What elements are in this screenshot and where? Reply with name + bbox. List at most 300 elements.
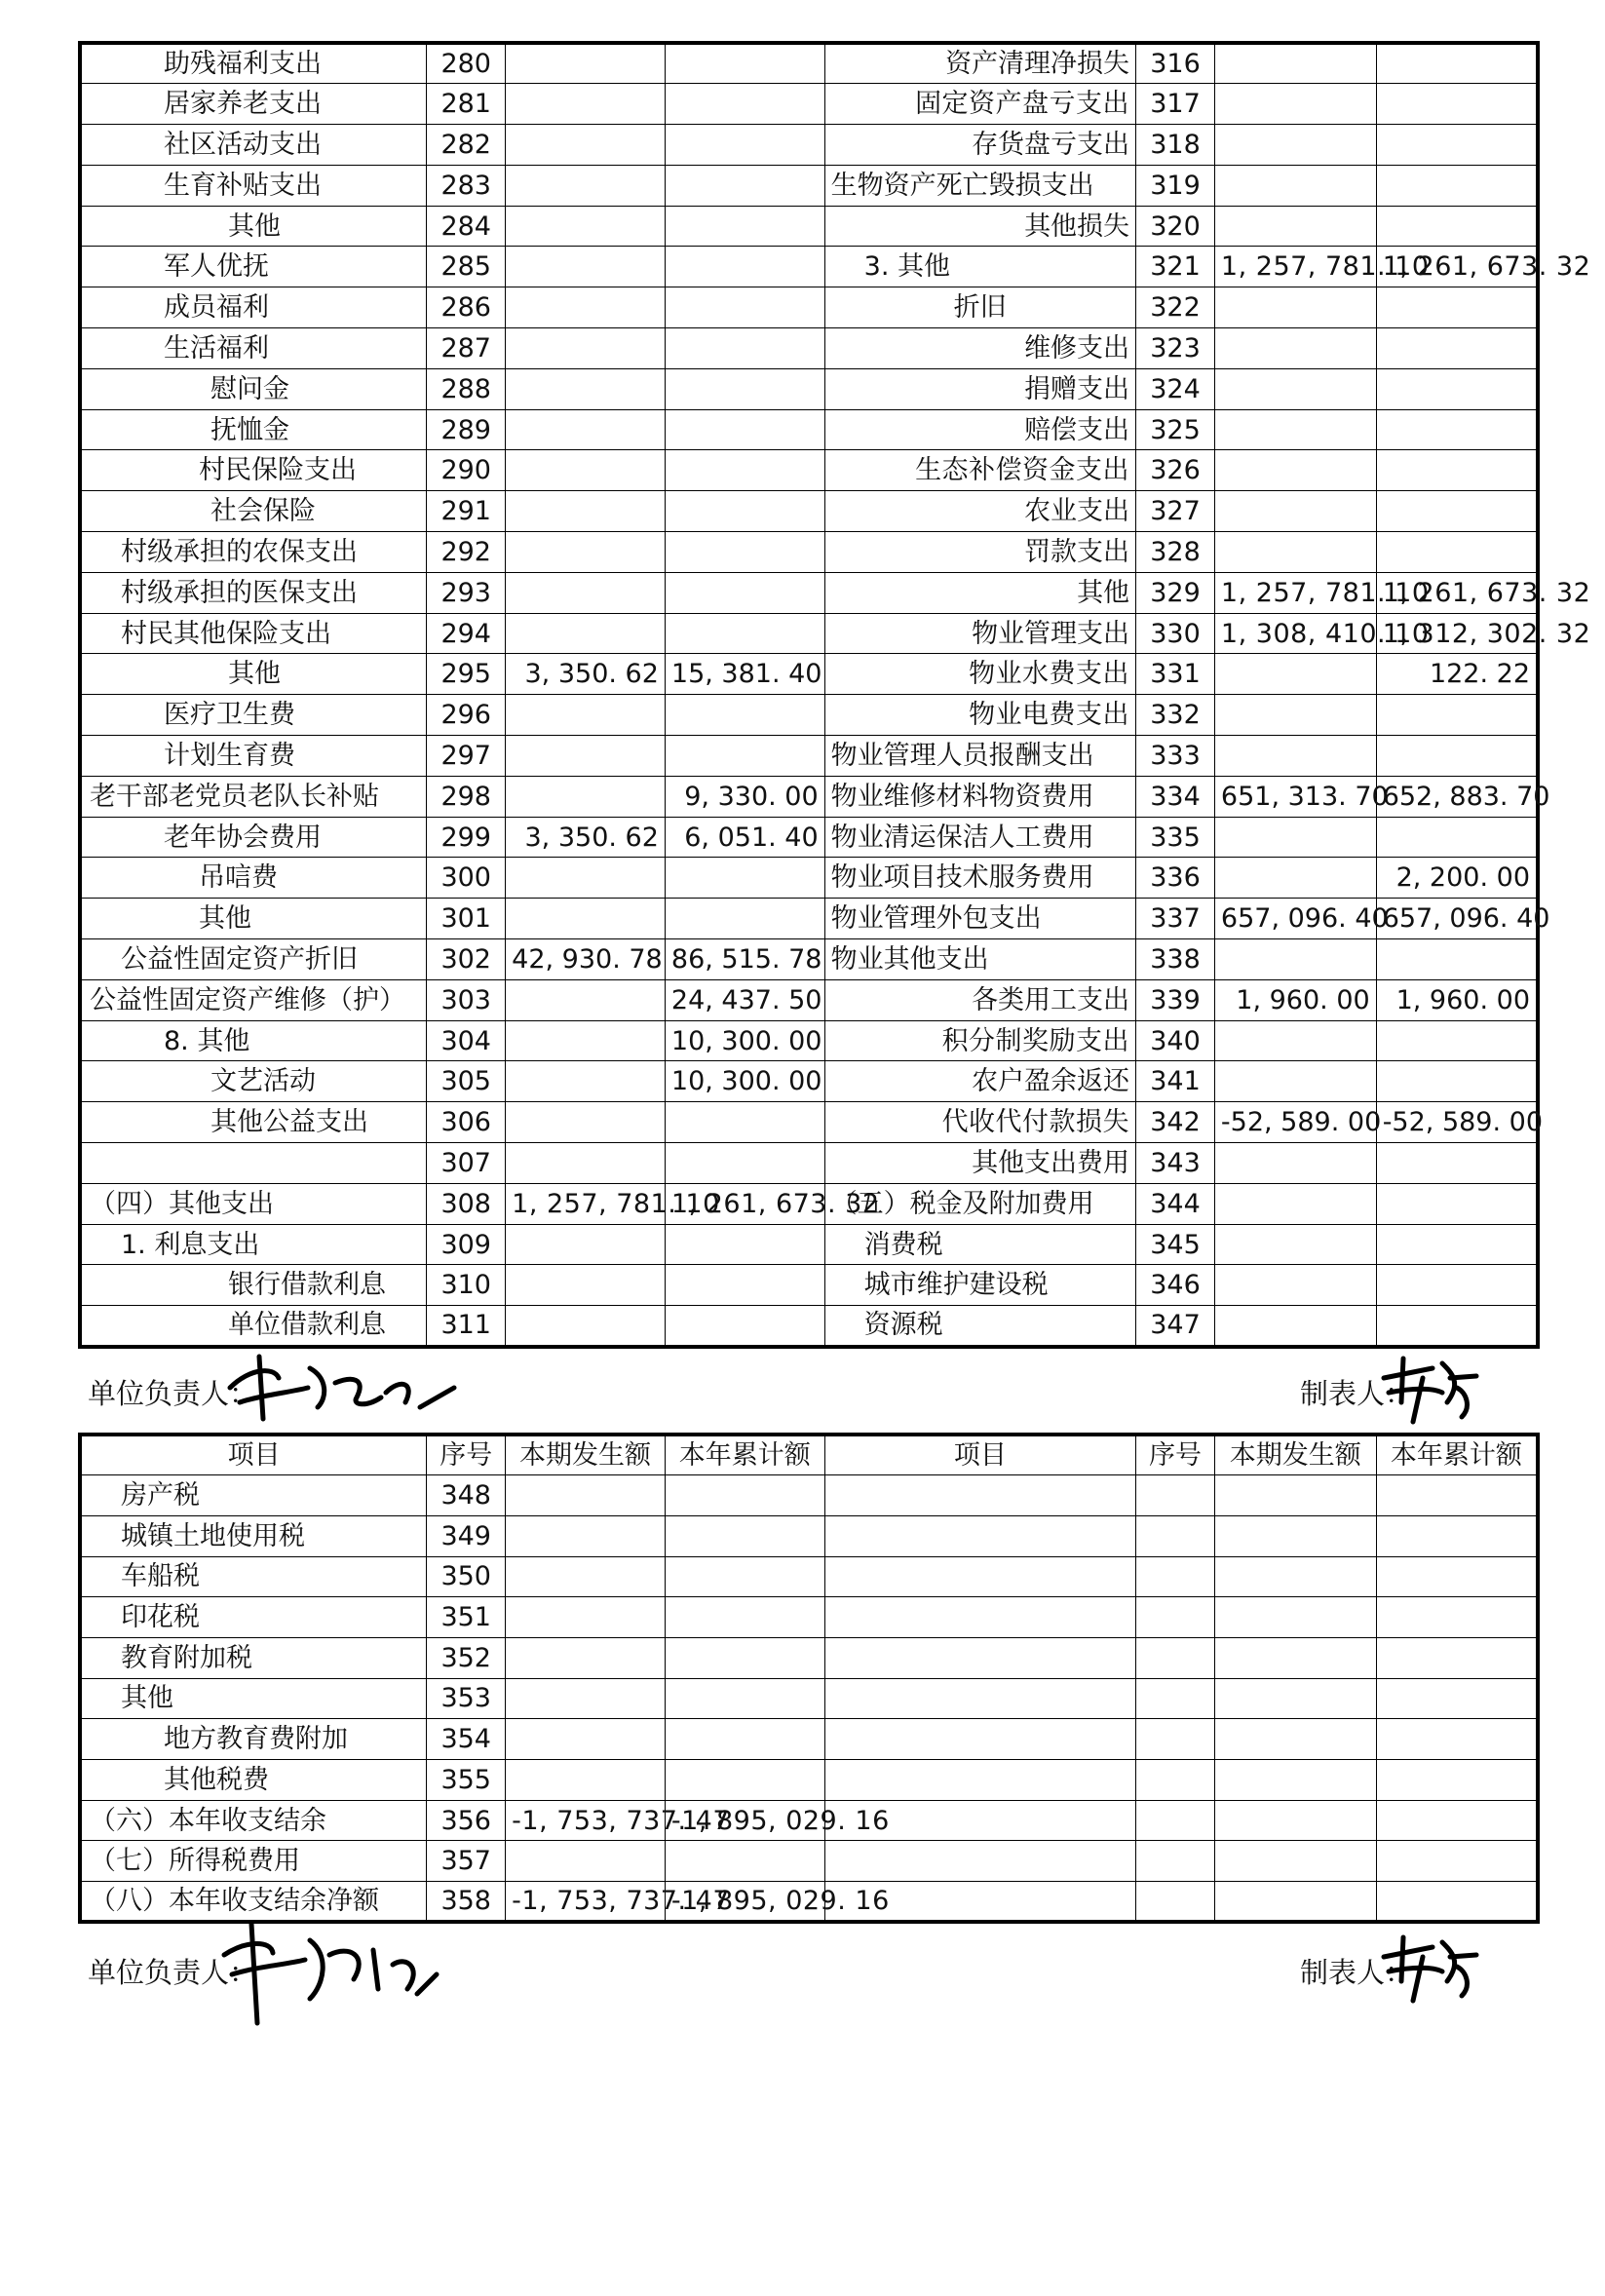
current-amount-right [1214,43,1376,84]
empty-cell [1214,1637,1376,1678]
item-name-right: 物业其他支出 [824,939,1135,980]
table-row [80,1678,1538,1719]
empty-cell [1376,1841,1538,1882]
table-row [80,165,1538,206]
ytd-amount-right: 1, 261, 673. 32 [1376,572,1538,613]
current-amount [506,368,666,409]
item-name-right: 各类用工支出 [824,979,1135,1020]
ytd-amount: 10, 300. 00 [665,1020,824,1061]
item-seq: 304 [427,1020,506,1061]
table-row [80,1841,1538,1882]
current-amount: 3, 350. 62 [506,654,666,695]
ytd-amount-right [1376,165,1538,206]
empty-cell [1136,1800,1215,1841]
table-row [80,1637,1538,1678]
item-seq-right: 330 [1136,613,1215,654]
item-name-right: 固定资产盘亏支出 [824,84,1135,125]
ytd-amount-right [1376,491,1538,532]
item-seq: 281 [427,84,506,125]
item-seq-right: 326 [1136,450,1215,491]
current-amount-right [1214,368,1376,409]
table-row [80,1306,1538,1347]
ytd-amount [665,1841,824,1882]
item-name: 助残福利支出 [80,43,427,84]
item-seq: 283 [427,165,506,206]
ytd-amount: 86, 515. 78 [665,939,824,980]
current-amount-right [1214,654,1376,695]
ytd-amount-right [1376,1306,1538,1347]
table-row [80,979,1538,1020]
empty-cell [824,1475,1135,1516]
header-current-right: 本期发生额 [1214,1435,1376,1475]
item-seq: 302 [427,939,506,980]
item-seq-right: 325 [1136,409,1215,450]
item-name: 村级承担的农保支出 [80,532,427,573]
table-row [80,125,1538,166]
header-ytd-right: 本年累计额 [1376,1435,1538,1475]
current-amount-right [1214,1265,1376,1306]
item-name: 房产税 [80,1475,427,1516]
item-name: （六）本年收支结余 [80,1800,427,1841]
item-seq: 296 [427,695,506,736]
item-seq: 358 [427,1882,506,1923]
item-seq-right: 322 [1136,287,1215,328]
current-amount: 42, 930. 78 [506,939,666,980]
current-amount-right [1214,1224,1376,1265]
item-seq-right: 340 [1136,1020,1215,1061]
current-amount-right: 1, 257, 781. 10 [1214,247,1376,287]
empty-cell [1214,1475,1376,1516]
signature-row-2 [88,1939,1520,1998]
ytd-amount-right: -52, 589. 00 [1376,1102,1538,1143]
item-seq: 293 [427,572,506,613]
empty-cell [824,1678,1135,1719]
item-name: 公益性固定资产折旧 [80,939,427,980]
table-row [80,1183,1538,1224]
current-amount [506,1102,666,1143]
current-amount [506,1597,666,1638]
item-name: 吊唁费 [80,858,427,899]
table-row [80,1719,1538,1760]
current-amount [506,247,666,287]
empty-cell [1214,1556,1376,1597]
empty-cell [824,1515,1135,1556]
ytd-amount-right [1376,43,1538,84]
item-seq-right: 329 [1136,572,1215,613]
item-name: 老干部老党员老队长补贴 [80,776,427,817]
item-seq: 356 [427,1800,506,1841]
ytd-amount [665,450,824,491]
item-seq-right: 335 [1136,817,1215,858]
item-name: 其他 [80,899,427,939]
item-seq: 305 [427,1061,506,1102]
ytd-amount [665,1143,824,1184]
empty-cell [1376,1800,1538,1841]
item-name-right: 物业清运保洁人工费用 [824,817,1135,858]
current-amount [506,1637,666,1678]
item-name-right: 其他损失 [824,206,1135,247]
current-amount [506,1306,666,1347]
table-row [80,532,1538,573]
item-seq: 300 [427,858,506,899]
empty-cell [1136,1556,1215,1597]
item-name-right: 代收代付款损失 [824,1102,1135,1143]
item-name: 城镇土地使用税 [80,1515,427,1556]
table-row [80,1556,1538,1597]
ytd-amount [665,572,824,613]
item-name-right: 资产清理净损失 [824,43,1135,84]
item-seq: 303 [427,979,506,1020]
empty-cell [1376,1637,1538,1678]
item-seq-right: 318 [1136,125,1215,166]
current-amount-right: 657, 096. 40 [1214,899,1376,939]
ytd-amount [665,84,824,125]
current-amount [506,125,666,166]
item-seq: 288 [427,368,506,409]
current-amount [506,572,666,613]
item-seq: 294 [427,613,506,654]
item-seq: 306 [427,1102,506,1143]
item-name: 公益性固定资产维修（护） [80,979,427,1020]
item-name [80,1143,427,1184]
current-amount [506,1760,666,1801]
item-name: 社区活动支出 [80,125,427,166]
ytd-amount: -1, 895, 029. 16 [665,1882,824,1923]
table-row [80,247,1538,287]
ytd-amount [665,1265,824,1306]
table-row [80,1800,1538,1841]
table-row [80,491,1538,532]
item-seq-right: 328 [1136,532,1215,573]
item-name: 慰问金 [80,368,427,409]
ytd-amount [665,1678,824,1719]
current-amount-right: 651, 313. 70 [1214,776,1376,817]
current-amount [506,1020,666,1061]
table-header-row [80,1435,1538,1475]
empty-cell [1214,1760,1376,1801]
item-seq-right: 319 [1136,165,1215,206]
item-seq-right: 339 [1136,979,1215,1020]
item-seq: 351 [427,1597,506,1638]
item-seq-right: 323 [1136,328,1215,369]
item-name-right: 农业支出 [824,491,1135,532]
item-seq: 285 [427,247,506,287]
empty-cell [1214,1841,1376,1882]
empty-cell [1376,1515,1538,1556]
empty-cell [1136,1882,1215,1923]
maker-label-2: 制表人： [1299,1956,1413,1989]
table-row [80,939,1538,980]
current-amount-right [1214,287,1376,328]
maker-label: 制表人： [1299,1377,1413,1410]
item-seq-right: 327 [1136,491,1215,532]
item-name-right: 物业管理支出 [824,613,1135,654]
current-amount [506,736,666,777]
current-amount-right [1214,695,1376,736]
ytd-amount [665,532,824,573]
ytd-amount [665,1102,824,1143]
current-amount-right [1214,532,1376,573]
item-seq: 349 [427,1515,506,1556]
item-seq-right: 321 [1136,247,1215,287]
ytd-amount: 1, 261, 673. 32 [665,1183,824,1224]
item-seq: 287 [427,328,506,369]
expense-table-bottom-body [80,1435,1538,1922]
table-row [80,572,1538,613]
table-row [80,736,1538,777]
ytd-amount [665,1637,824,1678]
item-seq: 355 [427,1760,506,1801]
item-seq: 301 [427,899,506,939]
item-name-right: 物业项目技术服务费用 [824,858,1135,899]
empty-cell [824,1556,1135,1597]
item-seq-right: 341 [1136,1061,1215,1102]
empty-cell [1136,1678,1215,1719]
current-amount-right [1214,84,1376,125]
item-seq: 307 [427,1143,506,1184]
table-row [80,84,1538,125]
item-seq-right: 316 [1136,43,1215,84]
header-seq-right: 序号 [1136,1435,1215,1475]
table-row [80,1475,1538,1516]
item-name-right: 物业电费支出 [824,695,1135,736]
table-row [80,817,1538,858]
item-name: 印花税 [80,1597,427,1638]
ytd-amount [665,1760,824,1801]
item-seq-right: 320 [1136,206,1215,247]
current-amount-right [1214,409,1376,450]
item-seq: 354 [427,1719,506,1760]
current-amount [506,1678,666,1719]
ytd-amount-right [1376,817,1538,858]
item-name: 单位借款利息 [80,1306,427,1347]
current-amount-right [1214,1183,1376,1224]
item-seq: 282 [427,125,506,166]
item-seq: 286 [427,287,506,328]
item-name-right: （五）税金及附加费用 [824,1183,1135,1224]
current-amount-right [1214,206,1376,247]
item-name: 生活福利 [80,328,427,369]
current-amount [506,899,666,939]
ytd-amount [665,287,824,328]
table-row [80,695,1538,736]
ytd-amount-right: 652, 883. 70 [1376,776,1538,817]
item-name-right: 3. 其他 [824,247,1135,287]
item-name: 军人优抚 [80,247,427,287]
item-seq-right: 317 [1136,84,1215,125]
current-amount: -1, 753, 737. 47 [506,1800,666,1841]
empty-cell [1136,1841,1215,1882]
maker-signature-image [1374,1349,1481,1427]
header-item: 项目 [80,1435,427,1475]
table-row [80,409,1538,450]
empty-cell [1136,1637,1215,1678]
item-name-right: 物业维修材料物资费用 [824,776,1135,817]
item-seq-right: 346 [1136,1265,1215,1306]
empty-cell [1136,1475,1215,1516]
item-seq: 357 [427,1841,506,1882]
empty-cell [1136,1719,1215,1760]
ytd-amount-right [1376,939,1538,980]
item-name: 居家养老支出 [80,84,427,125]
empty-cell [1376,1475,1538,1516]
ytd-amount [665,899,824,939]
ytd-amount [665,247,824,287]
item-seq: 348 [427,1475,506,1516]
item-name-right: 罚款支出 [824,532,1135,573]
item-seq-right: 331 [1136,654,1215,695]
item-name: 银行借款利息 [80,1265,427,1306]
ytd-amount-right: 2, 200. 00 [1376,858,1538,899]
item-seq: 284 [427,206,506,247]
item-name: 医疗卫生费 [80,695,427,736]
table-row [80,1143,1538,1184]
item-seq-right: 343 [1136,1143,1215,1184]
current-amount-right: 1, 960. 00 [1214,979,1376,1020]
item-name-right: 生物资产死亡毁损支出 [824,165,1135,206]
ytd-amount-right [1376,736,1538,777]
ytd-amount-right [1376,1020,1538,1061]
item-name: 文艺活动 [80,1061,427,1102]
empty-cell [1136,1597,1215,1638]
item-name: 计划生育费 [80,736,427,777]
ytd-amount: 10, 300. 00 [665,1061,824,1102]
item-name-right: 存货盘亏支出 [824,125,1135,166]
item-seq-right: 345 [1136,1224,1215,1265]
current-amount [506,1841,666,1882]
ytd-amount-right [1376,1061,1538,1102]
ytd-amount-right: 1, 960. 00 [1376,979,1538,1020]
empty-cell [1136,1515,1215,1556]
ytd-amount [665,695,824,736]
item-seq-right: 338 [1136,939,1215,980]
item-name-right: 积分制奖励支出 [824,1020,1135,1061]
empty-cell [1376,1719,1538,1760]
ytd-amount [665,613,824,654]
current-amount [506,979,666,1020]
current-amount-right [1214,858,1376,899]
empty-cell [1214,1882,1376,1923]
expense-table-bottom [78,1433,1540,1924]
ytd-amount [665,206,824,247]
current-amount-right [1214,125,1376,166]
item-seq: 309 [427,1224,506,1265]
empty-cell [824,1760,1135,1801]
ytd-amount-right: 122. 22 [1376,654,1538,695]
empty-cell [1376,1556,1538,1597]
current-amount [506,1515,666,1556]
table-row [80,654,1538,695]
item-seq: 295 [427,654,506,695]
current-amount [506,1061,666,1102]
ytd-amount [665,1719,824,1760]
ytd-amount: 24, 437. 50 [665,979,824,1020]
empty-cell [1376,1678,1538,1719]
current-amount-right [1214,939,1376,980]
item-seq: 353 [427,1678,506,1719]
ytd-amount [665,368,824,409]
item-seq-right: 342 [1136,1102,1215,1143]
current-amount [506,491,666,532]
item-seq-right: 333 [1136,736,1215,777]
empty-cell [1214,1719,1376,1760]
item-seq-right: 344 [1136,1183,1215,1224]
item-name-right: 维修支出 [824,328,1135,369]
empty-cell [824,1637,1135,1678]
table-row [80,206,1538,247]
ytd-amount: 6, 051. 40 [665,817,824,858]
header-seq: 序号 [427,1435,506,1475]
item-name: 村级承担的医保支出 [80,572,427,613]
current-amount-right [1214,1020,1376,1061]
current-amount: 1, 257, 781. 10 [506,1183,666,1224]
maker-signature-image-2 [1374,1928,1481,2006]
current-amount-right [1214,736,1376,777]
empty-cell [1214,1800,1376,1841]
item-seq: 290 [427,450,506,491]
current-amount: -1, 753, 737. 47 [506,1882,666,1923]
current-amount [506,532,666,573]
header-ytd: 本年累计额 [665,1435,824,1475]
ytd-amount [665,858,824,899]
ytd-amount [665,43,824,84]
ytd-amount [665,165,824,206]
ytd-amount: 9, 330. 00 [665,776,824,817]
item-seq-right: 336 [1136,858,1215,899]
item-name: 1. 利息支出 [80,1224,427,1265]
item-seq: 311 [427,1306,506,1347]
item-name: 抚恤金 [80,409,427,450]
item-name: （八）本年收支结余净额 [80,1882,427,1923]
item-seq: 298 [427,776,506,817]
ytd-amount [665,1306,824,1347]
current-amount [506,776,666,817]
ytd-amount-right [1376,328,1538,369]
empty-cell [824,1719,1135,1760]
ytd-amount-right [1376,84,1538,125]
current-amount [506,1143,666,1184]
current-amount-right [1214,1306,1376,1347]
item-seq: 308 [427,1183,506,1224]
item-name: 社会保险 [80,491,427,532]
ytd-amount-right: 1, 261, 673. 32 [1376,247,1538,287]
item-name-right: 物业水费支出 [824,654,1135,695]
ytd-amount-right: 657, 096. 40 [1376,899,1538,939]
ytd-amount-right [1376,287,1538,328]
empty-cell [1376,1760,1538,1801]
table-row [80,613,1538,654]
table-row [80,1760,1538,1801]
ytd-amount-right [1376,1224,1538,1265]
table-row [80,776,1538,817]
item-name: 教育附加税 [80,1637,427,1678]
item-seq: 291 [427,491,506,532]
table-row [80,1224,1538,1265]
empty-cell [1214,1515,1376,1556]
item-name: 其他 [80,654,427,695]
item-seq-right: 324 [1136,368,1215,409]
table-row [80,858,1538,899]
table-row [80,1102,1538,1143]
current-amount-right: 1, 308, 410. 10 [1214,613,1376,654]
item-name: 8. 其他 [80,1020,427,1061]
item-seq: 297 [427,736,506,777]
header-current: 本期发生额 [506,1435,666,1475]
item-seq: 292 [427,532,506,573]
current-amount [506,84,666,125]
item-name: 车船税 [80,1556,427,1597]
item-seq-right: 347 [1136,1306,1215,1347]
